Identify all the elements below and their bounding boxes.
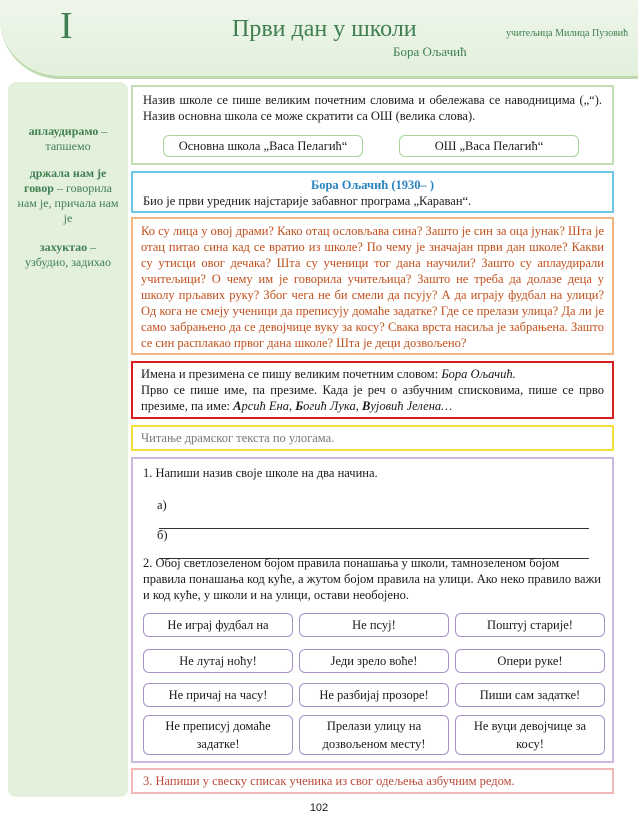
questions-box — [131, 217, 614, 355]
example-name: огић Лука, — [303, 399, 362, 413]
names-rule-text: Имена и презимена се пишу великим почетним словом: — [141, 367, 442, 381]
rule-card[interactable]: Једи зрело воће! — [299, 649, 449, 673]
exercises-box — [131, 457, 614, 763]
glossary-definition: узбудио, задихао — [25, 255, 111, 269]
names-rule-example: Бора Ољачић. — [441, 367, 516, 381]
glossary-term: држала нам је говор — [24, 166, 107, 195]
glossary-entry — [8, 124, 128, 154]
names-rule-line1 — [141, 366, 604, 382]
author-title: Бора Ољачић (1930– ) — [310, 178, 435, 192]
rule-card[interactable]: Не псуј! — [299, 613, 449, 637]
answer-label-b: б) — [157, 528, 168, 542]
example-initial: А — [233, 399, 242, 413]
task1-text: 1. Напиши назив своје школе на два начина. — [143, 466, 378, 480]
task3-box — [131, 768, 614, 794]
names-rule-text2: Прво се пише име, па презиме. Када је реч о азбучним списковима, пише се прво презиме, па име: — [141, 383, 604, 413]
answer-label-a: а) — [157, 498, 167, 512]
rule-card[interactable]: Не вуци девојчице за косу! — [455, 715, 605, 755]
example-full-school-name: Основна школа „Васа Пелагић“ — [163, 135, 363, 157]
glossary-entry — [8, 240, 128, 270]
glossary-definition: говорила нам је, причала нам је — [17, 181, 119, 225]
glossary-sep: – — [98, 124, 108, 138]
answer-line-a[interactable] — [157, 497, 587, 529]
page-number: 102 — [309, 802, 329, 814]
questions-text: Ко су лица у овој драми? Како отац ословљава сина? Зашто је син за оца јунак? Шта је отац питао сина кад се вратио из школе? По чему је значајан први дан школе? Какви су утисци овог дечака? Шта су ученици тог дана научили? Зашто су аплаудирали учитељици? О чему им је говорила учитељица? Зашто не треба да долазе деца у школу прљавих руку? Због чега не би смели да псују? А да играју фудбал на улици? Од кога не смеју ученици да преписују домаће задатке? Где се прелази улица? Да ли је само забрањено да се девојчице вуку за косу? Свака врста насиља је забрањена. Зашто се син расплакао првог дана школе? Шта је деци дозвољено? — [141, 224, 604, 350]
glossary-definition: тапшемо — [45, 139, 91, 153]
glossary-sidebar — [8, 82, 128, 797]
school-name-rule-text: Назив школе се пише великим почетним словима и обележава се наводницима („“). Назив основна школа се може скратити са ОШ (велика слова). — [143, 93, 602, 123]
teacher-name: учитељица Милица Пузовић — [506, 28, 629, 39]
author-info-box — [131, 171, 614, 213]
rule-card[interactable]: Поштуј старије! — [455, 613, 605, 637]
glossary-term: аплаудирамо — [28, 124, 99, 138]
rule-card[interactable]: Не лутај ноћу! — [143, 649, 293, 673]
author-name: Бора Ољачић — [393, 44, 467, 59]
rule-card[interactable]: Не преписуј домаће задатке! — [143, 715, 293, 755]
rule-card[interactable]: Не разбијај прозоре! — [299, 683, 449, 707]
names-rule-box — [131, 361, 614, 419]
task2-text: 2. Обој светлозеленом бојом правила понашања у школи, тамнозеленом бојом правила понашања код куће, а жутом бојом правила на улици. Ако неко правило важи и код куће, у школи и на улици, остави необојено. — [143, 556, 601, 602]
reading-task-text: Читање драмског текста по улогама. — [141, 431, 335, 445]
example-name: рсић Ена, — [241, 399, 296, 413]
example-initial: Б — [295, 399, 304, 413]
rule-card[interactable]: Не играј фудбал на — [143, 613, 293, 637]
rule-card[interactable]: Пиши сам задатке! — [455, 683, 605, 707]
example-initial: В — [361, 399, 371, 413]
page-title: Први дан у школи — [232, 16, 417, 42]
example-short-school-name: ОШ „Васа Пелагић“ — [399, 135, 579, 157]
glossary-term: захуктао — [39, 240, 88, 254]
rule-card[interactable]: Опери руке! — [455, 649, 605, 673]
names-rule-line2 — [141, 382, 604, 414]
rule-card[interactable]: Прелази улицу на дозвољеном месту! — [299, 715, 449, 755]
task3-text: 3. Напиши у свеску списак ученика из свог одељења азбучним редом. — [143, 774, 515, 788]
school-name-rule-box — [131, 85, 614, 165]
glossary-sep: – — [53, 181, 63, 195]
rule-card[interactable]: Не причај на часу! — [143, 683, 293, 707]
chapter-numeral: I — [60, 5, 73, 47]
example-name: ујовић Јелена… — [370, 399, 453, 413]
glossary-sep: – — [87, 240, 97, 254]
glossary-entry — [8, 166, 128, 226]
reading-task-box — [131, 425, 614, 451]
author-bio: Био је први уредник најстарије забавног програма „Караван“. — [143, 194, 472, 208]
